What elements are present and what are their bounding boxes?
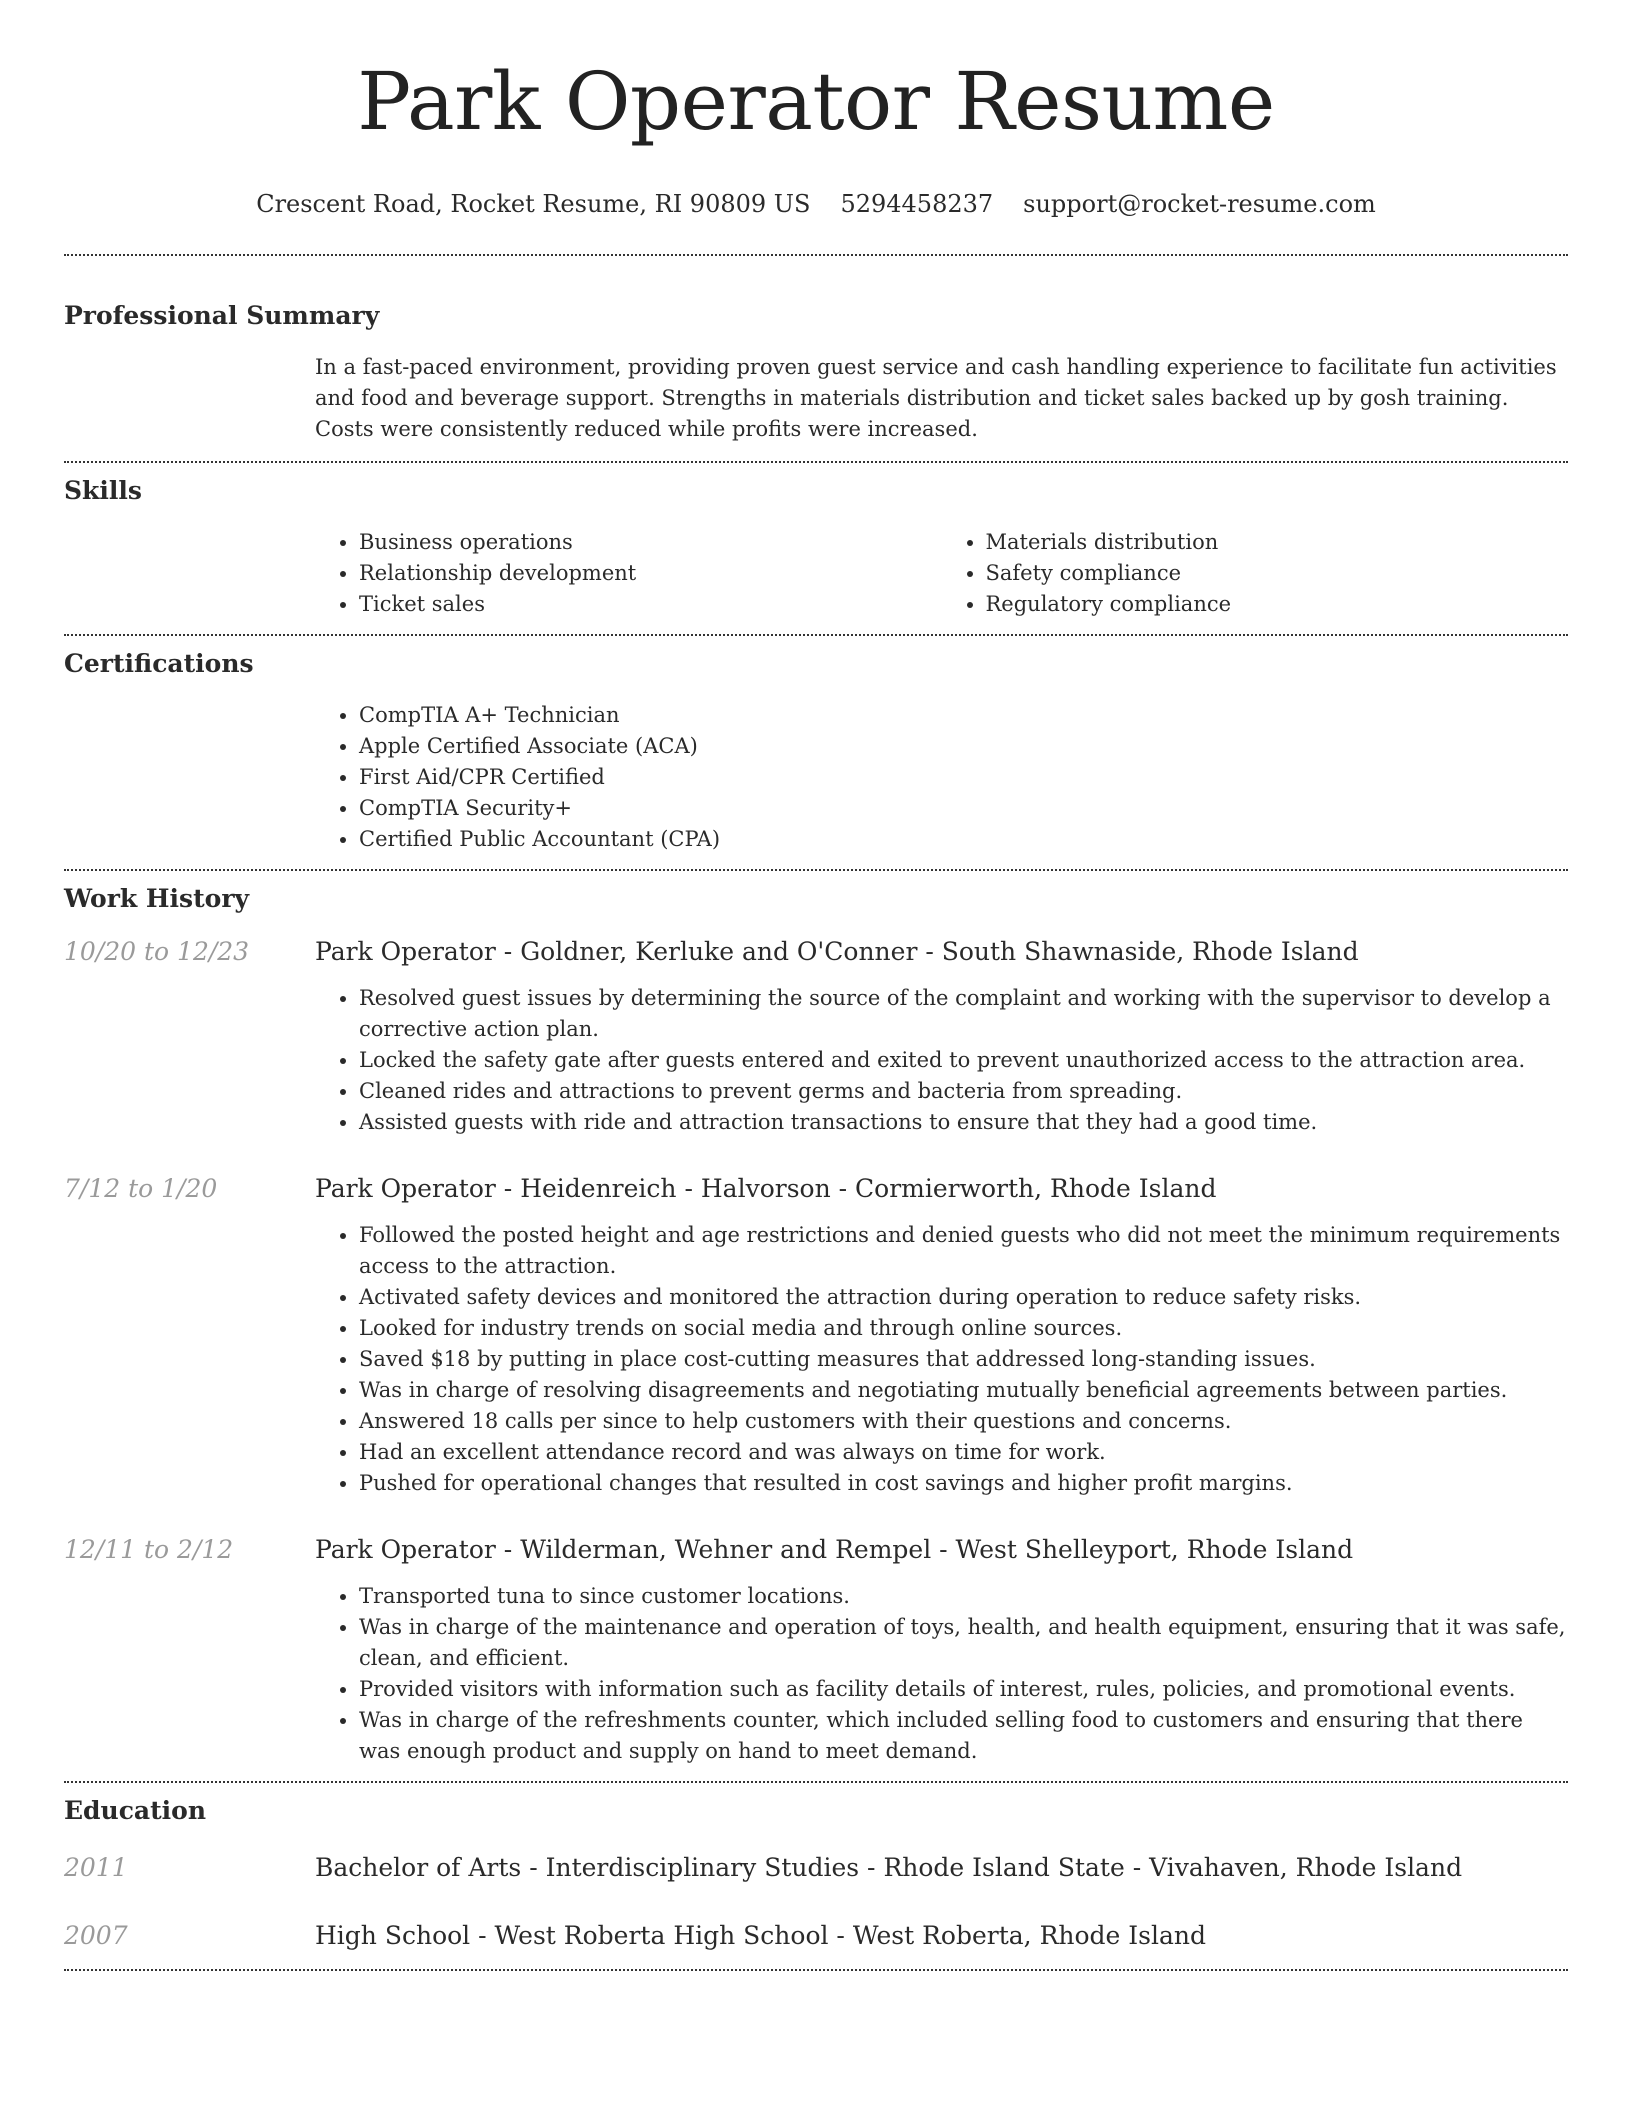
list-item: • Looked for industry trends on social media and through online sources. bbox=[359, 1313, 1568, 1344]
list-item: • Had an excellent attendance record and was always on time for work. bbox=[359, 1437, 1568, 1468]
list-item: • Pushed for operational changes that resulted in cost savings and higher profit margins. bbox=[359, 1468, 1568, 1499]
education-year: 2007 bbox=[64, 1921, 128, 1950]
list-item: • Assisted guests with ride and attraction transactions to ensure that they had a good time. bbox=[359, 1107, 1568, 1138]
summary-section bbox=[64, 300, 1568, 445]
list-item: • Provided visitors with information such as facility details of interest, rules, policies, and promotional events. bbox=[359, 1674, 1568, 1705]
summary-heading: Professional Summary bbox=[64, 301, 380, 330]
list-item: • Resolved guest issues by determining the source of the complaint and working with the supervisor to develop a corrective action plan. bbox=[359, 983, 1568, 1045]
job-dates: 10/20 to 12/23 bbox=[64, 937, 250, 966]
list-item: • First Aid/CPR Certified bbox=[359, 762, 1568, 793]
certifications-heading: Certifications bbox=[64, 649, 254, 678]
education-section bbox=[64, 1795, 1568, 1953]
job-title: Park Operator - Goldner, Kerluke and O'Conner - South Shawnaside, Rhode Island bbox=[315, 937, 1359, 966]
job-bullets-wrap bbox=[315, 1220, 1568, 1499]
job-dates: 12/11 to 2/12 bbox=[64, 1535, 234, 1564]
list-item: • Was in charge of the maintenance and operation of toys, health, and health equipment, ensuring that it was safe, clean, and efficient. bbox=[359, 1612, 1568, 1674]
education-text: Bachelor of Arts - Interdisciplinary Studies - Rhode Island State - Vivahaven, Rhode Island bbox=[315, 1853, 1463, 1882]
education-entry bbox=[64, 1919, 1568, 1953]
list-item: • Activated safety devices and monitored the attraction during operation to reduce safety risks. bbox=[359, 1282, 1568, 1313]
list-item: • Locked the safety gate after guests entered and exited to prevent unauthorized access to the attraction area. bbox=[359, 1045, 1568, 1076]
education-year: 2011 bbox=[64, 1853, 128, 1882]
contact-line bbox=[64, 188, 1568, 220]
list-item: • Regulatory compliance bbox=[986, 589, 1569, 620]
work-heading: Work History bbox=[64, 884, 250, 913]
list-item: • Apple Certified Associate (ACA) bbox=[359, 731, 1568, 762]
job-title: Park Operator - Heidenreich - Halvorson - Cormierworth, Rhode Island bbox=[315, 1174, 1217, 1203]
list-item: • Transported tuna to since customer locations. bbox=[359, 1581, 1568, 1612]
list-item: • Followed the posted height and age restrictions and denied guests who did not meet the minimum requirements access to the attraction. bbox=[359, 1220, 1568, 1282]
education-entry bbox=[64, 1851, 1568, 1885]
education-heading: Education bbox=[64, 1796, 207, 1825]
skills-heading: Skills bbox=[64, 476, 142, 505]
list-item: • Relationship development bbox=[359, 558, 942, 589]
job-bullets-wrap bbox=[315, 1581, 1568, 1767]
job-header bbox=[64, 935, 1568, 969]
contact-email: support@rocket-resume.com bbox=[1023, 190, 1376, 218]
job-bullets bbox=[315, 1220, 1568, 1499]
job-header bbox=[64, 1533, 1568, 1567]
list-item: • Materials distribution bbox=[986, 527, 1569, 558]
list-item: • Ticket sales bbox=[359, 589, 942, 620]
resume-page bbox=[64, 0, 1568, 1971]
list-item: • Safety compliance bbox=[986, 558, 1569, 589]
summary-text: In a fast-paced environment, providing proven guest service and cash handling experience to facilitate fun activities and food and beverage support. Strengths in materials distribution and ticket sales backed up by gosh training. Costs were consistently reduced while profits were increased. bbox=[315, 355, 1557, 441]
list-item: • Answered 18 calls per since to help customers with their questions and concerns. bbox=[359, 1406, 1568, 1437]
divider bbox=[64, 1969, 1568, 1971]
list-item: • Saved $18 by putting in place cost-cutting measures that addressed long-standing issues. bbox=[359, 1344, 1568, 1375]
job-entry bbox=[64, 935, 1568, 1138]
list-item: • Was in charge of resolving disagreements and negotiating mutually beneficial agreements between parties. bbox=[359, 1375, 1568, 1406]
resume-title: Park Operator Resume bbox=[357, 55, 1275, 148]
certifications-body bbox=[315, 700, 1568, 855]
list-item: • CompTIA Security+ bbox=[359, 793, 1568, 824]
skills-grid bbox=[315, 527, 1568, 620]
job-entry bbox=[64, 1533, 1568, 1767]
contact-address: Crescent Road, Rocket Resume, RI 90809 US bbox=[256, 190, 811, 218]
job-title: Park Operator - Wilderman, Wehner and Rempel - West Shelleyport, Rhode Island bbox=[315, 1535, 1354, 1564]
skills-list-right bbox=[942, 527, 1569, 620]
list-item: • Was in charge of the refreshments counter, which included selling food to customers and ensuring that there was enough product and supply on hand to meet demand. bbox=[359, 1705, 1568, 1767]
contact-phone: 5294458237 bbox=[840, 190, 994, 218]
list-item: • Certified Public Accountant (CPA) bbox=[359, 824, 1568, 855]
job-bullets bbox=[315, 983, 1568, 1138]
job-bullets-wrap bbox=[315, 983, 1568, 1138]
divider bbox=[64, 634, 1568, 636]
list-item: • CompTIA A+ Technician bbox=[359, 700, 1568, 731]
certifications-list bbox=[315, 700, 1568, 855]
divider bbox=[64, 869, 1568, 871]
skills-list-left bbox=[315, 527, 942, 620]
job-bullets bbox=[315, 1581, 1568, 1767]
certifications-section bbox=[64, 648, 1568, 855]
job-dates: 7/12 to 1/20 bbox=[64, 1174, 218, 1203]
list-item: • Business operations bbox=[359, 527, 942, 558]
list-item: • Cleaned rides and attractions to prevent germs and bacteria from spreading. bbox=[359, 1076, 1568, 1107]
job-entry bbox=[64, 1172, 1568, 1499]
divider bbox=[64, 254, 1568, 256]
skills-section bbox=[64, 475, 1568, 620]
divider bbox=[64, 461, 1568, 463]
divider bbox=[64, 1781, 1568, 1783]
job-header bbox=[64, 1172, 1568, 1206]
work-section bbox=[64, 883, 1568, 1767]
education-text: High School - West Roberta High School - West Roberta, Rhode Island bbox=[315, 1921, 1207, 1950]
